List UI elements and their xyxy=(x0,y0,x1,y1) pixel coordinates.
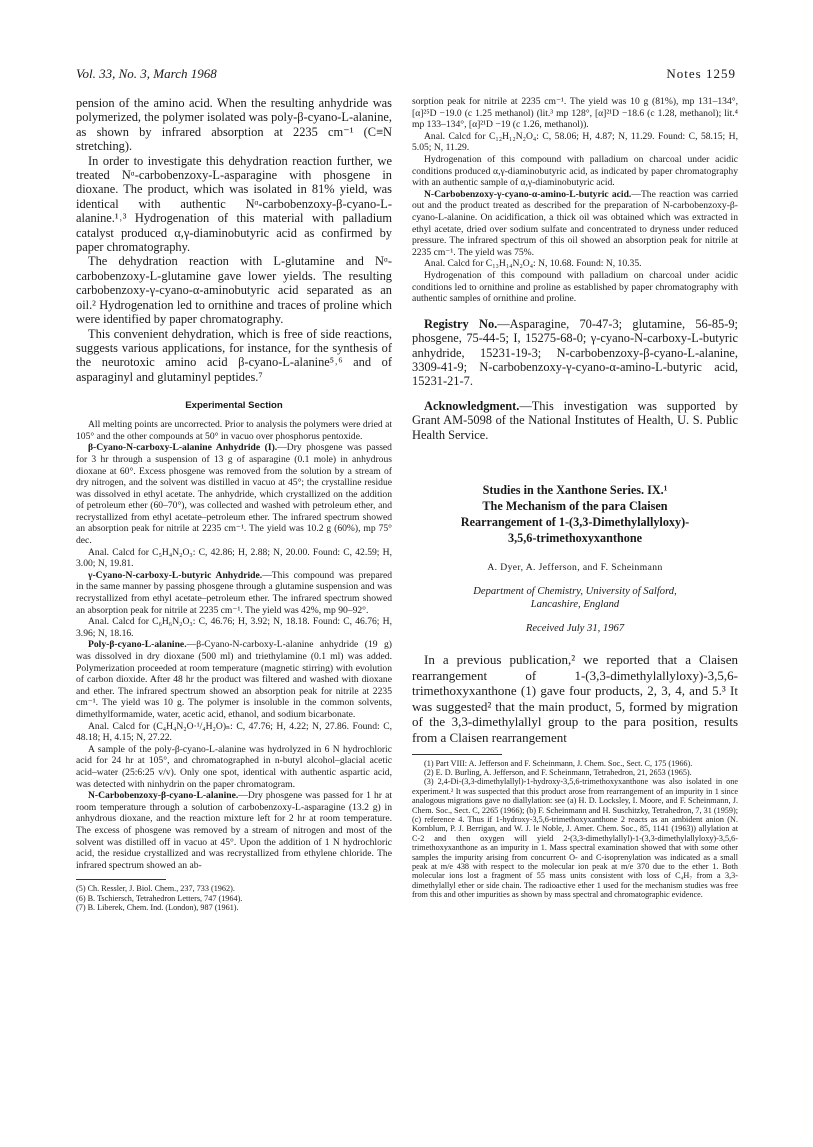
right-column xyxy=(412,96,738,1126)
section-heading: Experimental Section xyxy=(185,400,283,412)
analysis-line: Anal. Calcd for C₁₂H₁₂N₂O₄: C, 58.06; H, 4.87; N, 11.29. Found: C, 58.15; H, 5.05; N, 11.29. xyxy=(412,130,738,154)
footnote: (5) Ch. Ressler, J. Biol. Chem., 237, 733 (1962). xyxy=(76,884,235,894)
experimental-paragraph: Poly-β-cyano-L-alanine.—β-Cyano-N-carboxy-L-alanine anhydride (19 g) was dissolved in dry dioxane (500 ml) and triethylamine (0.1 ml) was added. Polymerization proceeded at room temperature (magnetic stirring) with evolution of carbon dioxide. After 48 hr the product was filtered and washed with dioxane and ether. The infrared spectrum showed an absorption peak for nitrile at 2235 cm⁻¹. The yield was 10 g. The polymer is insoluble in the common solvents, dimethylformamide, water, acetic acid, ethanol, and sodium bicarbonate. xyxy=(76,639,392,720)
compound-heading: N-Carbobenzoxy-γ-cyano-α-amino-L-butyric acid. xyxy=(424,188,632,200)
header-page-number: Notes 1259 xyxy=(666,66,736,81)
body-paragraph: In order to investigate this dehydration reaction further, we treated Nᵅ-carbobenzoxy-L-asparagine with phosgene in dioxane. The product, which was isolated in 81% yield, was identical with authentic Nᵅ-carbobenzoxy-β-cyano-L-alanine.¹˒³ Hydrogenation of this material with palladium catalyst produced α,γ-diaminobutyric acid as confirmed by paper chromatography. xyxy=(76,153,392,255)
experimental-paragraph: γ-Cyano-N-carboxy-L-butyric Anhydride.—This compound was prepared in the same manner by passing phosgene through a glutamine suspension and was recrystallized from ethyl acetate–petroleum ether. The infrared spectrum showed an absorption peak for nitrile at 2235 cm⁻¹. The yield was 42%, mp 90–92°. xyxy=(76,569,392,616)
body-paragraph: This convenient dehydration, which is free of side reactions, suggests various applications, for instance, for the synthesis of the neurotoxic amino acid β-cyano-L-alanine⁵˒⁶ and of asparaginyl and glutaminyl peptides.⁷ xyxy=(76,326,392,384)
experimental-paragraph: Hydrogenation of this compound with palladium on charcoal under acidic conditions produced α,γ-diaminobutyric acid, as indicated by paper chromatography with an authentic sample of α,γ-diaminobutyric acid. xyxy=(412,153,738,189)
author-affiliation: Department of Chemistry, University of Salford, Lancashire, England xyxy=(473,585,677,610)
article-intro: In a previous publication,² we reported that a Claisen rearrangement of 1-(3,3-dimethylallyloxy)-3,5,6-trimethoxyxanthone (1) gave four products, 2, 3, 4, and 5.³ It was suggested² that the main product, 5, formed by migration of the 3,3-dimethylallyl group to the para position, results from a Claisen rearrangement xyxy=(412,651,738,745)
experimental-paragraph: sorption peak for nitrile at 2235 cm⁻¹. The yield was 10 g (81%), mp 131–134°, [α]²⁵D −19.0 (c 1.25 methanol) (lit.³ mp 128°, [α]²¹D −18.6 (c 1.28, methanol); lit.⁴ mp 133–134°, [α]²¹D −19 (c 1.26, methanol)). xyxy=(412,96,738,131)
running-header xyxy=(76,66,736,84)
body-paragraph: pension of the amino acid. When the resulting anhydride was polymerized, the polymer isolated was poly-β-cyano-L-alanine, as shown by infrared absorption at 2235 cm⁻¹ (C≡N stretching). xyxy=(76,96,392,154)
compound-heading: γ-Cyano-N-carboxy-L-butyric Anhydride. xyxy=(88,569,263,581)
analysis-line: Anal. Calcd for (C₄H₄N₂O·¹/₄H₂O)ₙ: C, 47.76; H, 4.22; N, 27.86. Found: C, 48.18; H, 4.15; N, 27.22. xyxy=(76,720,392,744)
article-title: Studies in the Xanthone Series. IX.¹ The Mechanism of the para Claisen Rearrangement of 1-(3,3-Dimethylallyloxy)- 3,5,6-trimethoxyxanthone xyxy=(460,482,690,545)
footnote: (6) B. Tschiersch, Tetrahedron Letters, 747 (1964). xyxy=(76,893,243,903)
analysis-line: Anal. Calcd for C₁₃H₁₄N₂O₄: N, 10.68. Found: N, 10.35. xyxy=(424,258,642,270)
body-paragraph: The dehydration reaction with L-glutamine and Nᵅ-carbobenzoxy-L-glutamine gave lower yields. The resulting carbobenzoxy-γ-cyano-α-aminobutyric acid separated as an oil.² Hydrogenation led to ornithine and traces of proline which were identified by paper chromatography. xyxy=(76,254,392,327)
footnote: (7) B. Liberek, Chem. Ind. (London), 987 (1961). xyxy=(76,903,239,913)
acknowledgment: Acknowledgment.—This investigation was supported by Grant AM-5098 of the National Institutes of Health, U. S. Public Health Service. xyxy=(412,398,738,442)
received-date: Received July 31, 1967 xyxy=(525,622,625,634)
experimental-paragraph: N-Carbobenzoxy-β-cyano-L-alanine.—Dry phosgene was passed for 1 hr at room temperature through a solution of carbobenzoxy-L-asparagine (13.2 g) in anhydrous dioxane, and the reaction mixture left for 2 hr at room temperature. The excess of phosgene was removed by a stream of nitrogen and most of the solvent was distilled off in vacuo at 45°. Upon the addition of 1 N hydrochloric acid, the residue crystallized and was recrystallized from ethylene chloride. The infrared spectrum showed an ab- xyxy=(76,790,392,871)
footnote: (1) Part VIII: A. Jefferson and F. Scheinmann, J. Chem. Soc., Sect. C, 175 (1966). xyxy=(424,758,693,768)
left-column xyxy=(76,96,392,1126)
experimental-paragraph: All melting points are uncorrected. Prior to analysis the polymers were dried at 105° and the other compounds at 50° in vacuo over phosphorus pentoxide. xyxy=(76,419,392,442)
registry-heading: Registry No. xyxy=(424,316,498,331)
analysis-line: Anal. Calcd for C₆H₆N₂O₃: C, 46.76; H, 3.92; N, 18.18. Found: C, 46.76; H, 3.96; N, 18.16. xyxy=(76,616,392,639)
registry-numbers: Registry No.—Asparagine, 70-47-3; glutamine, 56-85-9; phosgene, 75-44-5; I, 15275-68-0; γ-cyano-N-carboxy-L-butyric anhydride, 15231-19-3; N-carbobenzoxy-β-cyano-L-alanine, 3309-41-9; N-carbobenzoxy-γ-cyano-α-amino-L-butyric acid, 15231-21-7. xyxy=(412,316,738,389)
compound-heading: Poly-β-cyano-L-alanine. xyxy=(88,639,187,651)
footnote: (2) E. D. Burling, A. Jefferson, and F. Scheinmann, Tetrahedron, 21, 2653 (1965). xyxy=(424,767,692,777)
experimental-paragraph: N-Carbobenzoxy-γ-cyano-α-amino-L-butyric acid.—The reaction was carried out and the product treated as described for the preparation of N-carbobenzoxy-β-cyano-L-alanine. On acidification, a thick oil was obtained which was extracted in ethyl acetate, dried over sodium sulfate and concentrated to dryness under reduced pressure. The infrared spectrum of this oil showed an absorption peak for nitrile at 2235 cm⁻¹. The yield was 75%. xyxy=(412,188,738,258)
experimental-paragraph: Hydrogenation of this compound with palladium on charcoal under acidic conditions led to ornithine and proline as established by paper chromatography with authentic samples of ornithine and proline. xyxy=(412,269,738,305)
experimental-paragraph: β-Cyano-N-carboxy-L-alanine Anhydride (I).—Dry phosgene was passed for 3 hr through a suspension of 13 g of asparagine (0.1 mole) in anhydrous dioxane at 60°. Excess phosgene was removed from the solution by a stream of dry nitrogen, and the solvent was distilled in vacuo at 45°; the crystalline residue was dissolved in ethyl acetate. The anhydride, which crystallized on the addition of petroleum ether (60–70°), was collected and washed with petroleum ether, and recrystallized from ethyl acetate–petroleum ether. The infrared spectrum showed an absorption peak for nitrile at 2235 cm⁻¹. The yield was 10.2 g (60%), mp 75° dec. xyxy=(76,442,392,547)
compound-heading: N-Carbobenzoxy-β-cyano-L-alanine. xyxy=(88,790,239,802)
analysis-line: Anal. Calcd for C₅H₄N₂O₃: C, 42.86; H, 2.88; N, 20.00. Found: C, 42.59; H, 3.00; N, 19.81. xyxy=(76,546,392,570)
footnote-rule xyxy=(76,879,166,880)
header-journal-issue: Vol. 33, No. 3, March 1968 xyxy=(76,66,217,81)
experimental-paragraph: A sample of the poly-β-cyano-L-alanine was hydrolyzed in 6 N hydrochloric acid for 24 hr at 105°, and chromatographed in n-butyl alcohol–glacial acetic acid–water (25:6:25 v/v). Only one spot, identical with authentic aspartic acid, was detected with ninhydrin on the paper chromatogram. xyxy=(76,743,392,790)
footnote-rule xyxy=(412,754,502,755)
article-authors: A. Dyer, A. Jefferson, and F. Scheinmann xyxy=(487,561,663,573)
acknowledgment-heading: Acknowledgment. xyxy=(424,398,520,413)
footnote: (3) 2,4-Di-(3,3-dimethylallyl)-1-hydroxy-3,5,6-trimethoxyxanthone was also isolated in one experiment.² It was suspected that this product arose from rearrangement of an impurity in 1 since analogous migrations gave no diallylation: see (a) H. D. Locksley, I. Moore, and F. Scheinmann, J. Chem. Soc., Sect. C, 2265 (1966); (b) F. Scheinmann and H. Suschitzky, Tetrahedron, 7, 31 (1959); (c) reference 4. Thus if 1-hydroxy-3,5,6-trimethoxyxanthone 2 reacts as an ambident anion (N. Kornblum, P. J. Berrigan, and W. J. le Noble, J. Amer. Chem. Soc., 85, 1141 (1963)) allylation at C-2 and then oxygen will yield 2-(3,3-dimethylallyl)-1-(3,3-dimethylallyloxy)-3,5,6-trimethoxyxanthone as an impurity in 1. Mass spectral examination showed that with some other samples the impurity arising from concurrent O- and C-isoprenylation was indicated as a small peak at m/e 438 with respect to the molecular ion peak at m/e 370 due to the ether 1. Both molecular ions lost a fragment of 55 mass units consistent with loss of C₄H₇ from a 3,3-dimethylallyl ether or side chain. The radioactive ether 1 used for the mechanism studies was free from this and other impurities as shown by mass spectral and chromatographic evidence. xyxy=(412,777,738,900)
compound-heading: β-Cyano-N-carboxy-L-alanine Anhydride (I). xyxy=(88,442,278,454)
